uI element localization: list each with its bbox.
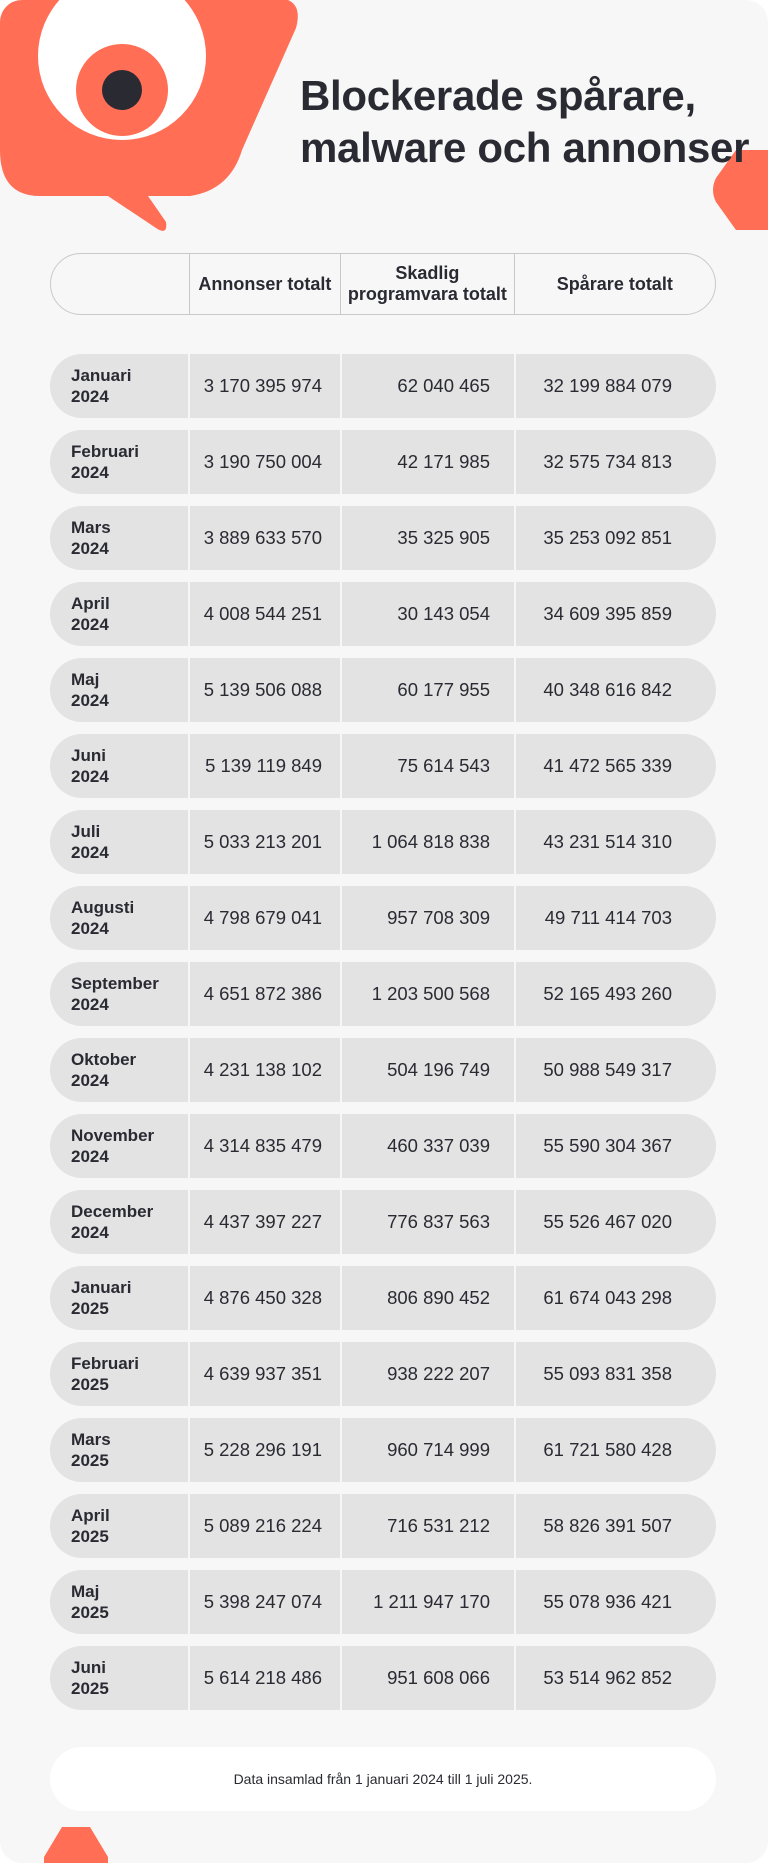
table-row bbox=[50, 1114, 716, 1178]
year-label: 2025 bbox=[71, 1603, 109, 1622]
malware-cell: 716 531 212 bbox=[340, 1494, 514, 1558]
month-cell bbox=[50, 1190, 188, 1254]
table-row bbox=[50, 1494, 716, 1558]
table-body bbox=[50, 354, 716, 1722]
month-label: Juli bbox=[71, 822, 101, 841]
malware-cell: 75 614 543 bbox=[340, 734, 514, 798]
header-trackers: Spårare totalt bbox=[514, 254, 715, 314]
table-row bbox=[50, 1646, 716, 1710]
trackers-cell: 58 826 391 507 bbox=[514, 1494, 716, 1558]
malware-cell: 776 837 563 bbox=[340, 1190, 514, 1254]
year-label: 2024 bbox=[71, 919, 109, 938]
ads-cell: 4 314 835 479 bbox=[188, 1114, 340, 1178]
month-cell bbox=[50, 354, 188, 418]
month-cell bbox=[50, 1266, 188, 1330]
year-label: 2024 bbox=[71, 1071, 109, 1090]
ads-cell: 5 089 216 224 bbox=[188, 1494, 340, 1558]
month-label: Augusti bbox=[71, 898, 135, 917]
trackers-cell: 50 988 549 317 bbox=[514, 1038, 716, 1102]
month-label: Oktober bbox=[71, 1050, 137, 1069]
table-row bbox=[50, 1342, 716, 1406]
table-row bbox=[50, 658, 716, 722]
title-line-2: malware och annonser bbox=[300, 124, 750, 171]
trackers-cell: 35 253 092 851 bbox=[514, 506, 716, 570]
year-label: 2024 bbox=[71, 615, 109, 634]
malware-cell: 960 714 999 bbox=[340, 1418, 514, 1482]
table-row bbox=[50, 506, 716, 570]
month-cell bbox=[50, 962, 188, 1026]
malware-cell: 30 143 054 bbox=[340, 582, 514, 646]
table-row bbox=[50, 1418, 716, 1482]
month-cell bbox=[50, 430, 188, 494]
month-cell bbox=[50, 1494, 188, 1558]
malware-cell: 938 222 207 bbox=[340, 1342, 514, 1406]
page-title bbox=[300, 70, 760, 174]
month-label: Januari bbox=[71, 366, 132, 385]
year-label: 2024 bbox=[71, 463, 109, 482]
month-label: Mars bbox=[71, 1430, 111, 1449]
table-row bbox=[50, 1190, 716, 1254]
table-row bbox=[50, 734, 716, 798]
month-cell bbox=[50, 810, 188, 874]
header-empty-cell bbox=[51, 254, 189, 314]
trackers-cell: 41 472 565 339 bbox=[514, 734, 716, 798]
trackers-cell: 49 711 414 703 bbox=[514, 886, 716, 950]
ads-cell: 5 614 218 486 bbox=[188, 1646, 340, 1710]
ads-cell: 5 139 119 849 bbox=[188, 734, 340, 798]
year-label: 2025 bbox=[71, 1527, 109, 1546]
trackers-cell: 40 348 616 842 bbox=[514, 658, 716, 722]
month-cell bbox=[50, 1418, 188, 1482]
month-label: December bbox=[71, 1202, 154, 1221]
table-row bbox=[50, 962, 716, 1026]
ads-cell: 3 190 750 004 bbox=[188, 430, 340, 494]
ads-cell: 5 033 213 201 bbox=[188, 810, 340, 874]
month-cell bbox=[50, 1342, 188, 1406]
month-cell bbox=[50, 1038, 188, 1102]
month-cell bbox=[50, 1646, 188, 1710]
table-row bbox=[50, 582, 716, 646]
speech-bubble-eye-icon bbox=[0, 0, 300, 240]
malware-cell: 35 325 905 bbox=[340, 506, 514, 570]
table-row bbox=[50, 354, 716, 418]
month-label: Februari bbox=[71, 1354, 140, 1373]
table-row bbox=[50, 1266, 716, 1330]
trackers-cell: 61 721 580 428 bbox=[514, 1418, 716, 1482]
trackers-cell: 55 526 467 020 bbox=[514, 1190, 716, 1254]
malware-cell: 1 064 818 838 bbox=[340, 810, 514, 874]
malware-cell: 951 608 066 bbox=[340, 1646, 514, 1710]
month-cell bbox=[50, 734, 188, 798]
trackers-cell: 32 575 734 813 bbox=[514, 430, 716, 494]
ads-cell: 3 889 633 570 bbox=[188, 506, 340, 570]
trackers-cell: 53 514 962 852 bbox=[514, 1646, 716, 1710]
month-cell bbox=[50, 658, 188, 722]
table-row bbox=[50, 886, 716, 950]
month-label: April bbox=[71, 1506, 110, 1525]
table-row bbox=[50, 1570, 716, 1634]
month-label: April bbox=[71, 594, 110, 613]
ads-cell: 5 398 247 074 bbox=[188, 1570, 340, 1634]
year-label: 2024 bbox=[71, 767, 109, 786]
trackers-cell: 52 165 493 260 bbox=[514, 962, 716, 1026]
ads-cell: 4 008 544 251 bbox=[188, 582, 340, 646]
table-row bbox=[50, 810, 716, 874]
month-cell bbox=[50, 886, 188, 950]
year-label: 2024 bbox=[71, 843, 109, 862]
month-label: November bbox=[71, 1126, 155, 1145]
malware-cell: 62 040 465 bbox=[340, 354, 514, 418]
trackers-cell: 43 231 514 310 bbox=[514, 810, 716, 874]
ads-cell: 4 651 872 386 bbox=[188, 962, 340, 1026]
malware-cell: 60 177 955 bbox=[340, 658, 514, 722]
malware-cell: 957 708 309 bbox=[340, 886, 514, 950]
month-cell bbox=[50, 1570, 188, 1634]
malware-cell: 806 890 452 bbox=[340, 1266, 514, 1330]
ads-cell: 4 639 937 351 bbox=[188, 1342, 340, 1406]
year-label: 2025 bbox=[71, 1451, 109, 1470]
table-header bbox=[50, 253, 716, 315]
month-label: Mars bbox=[71, 518, 111, 537]
malware-cell: 504 196 749 bbox=[340, 1038, 514, 1102]
title-line-1: Blockerade spårare, bbox=[300, 72, 696, 119]
trackers-cell: 61 674 043 298 bbox=[514, 1266, 716, 1330]
month-label: September bbox=[71, 974, 159, 993]
table-row bbox=[50, 430, 716, 494]
trackers-cell: 34 609 395 859 bbox=[514, 582, 716, 646]
ads-cell: 5 139 506 088 bbox=[188, 658, 340, 722]
malware-cell: 42 171 985 bbox=[340, 430, 514, 494]
month-label: Juni bbox=[71, 1658, 106, 1677]
year-label: 2024 bbox=[71, 1147, 109, 1166]
trackers-cell: 55 093 831 358 bbox=[514, 1342, 716, 1406]
month-label: Februari bbox=[71, 442, 140, 461]
malware-cell: 1 203 500 568 bbox=[340, 962, 514, 1026]
ads-cell: 4 231 138 102 bbox=[188, 1038, 340, 1102]
malware-cell: 1 211 947 170 bbox=[340, 1570, 514, 1634]
month-label: Maj bbox=[71, 670, 100, 689]
month-cell bbox=[50, 1114, 188, 1178]
ads-cell: 3 170 395 974 bbox=[188, 354, 340, 418]
year-label: 2025 bbox=[71, 1299, 109, 1318]
year-label: 2024 bbox=[71, 387, 109, 406]
year-label: 2024 bbox=[71, 995, 109, 1014]
month-label: Januari bbox=[71, 1278, 132, 1297]
ads-cell: 5 228 296 191 bbox=[188, 1418, 340, 1482]
hexagon-icon bbox=[44, 1827, 108, 1863]
trackers-cell: 55 078 936 421 bbox=[514, 1570, 716, 1634]
header-malware: Skadlig programvara totalt bbox=[340, 254, 513, 314]
year-label: 2025 bbox=[71, 1679, 109, 1698]
malware-cell: 460 337 039 bbox=[340, 1114, 514, 1178]
month-cell bbox=[50, 506, 188, 570]
ads-cell: 4 437 397 227 bbox=[188, 1190, 340, 1254]
table-row bbox=[50, 1038, 716, 1102]
trackers-cell: 55 590 304 367 bbox=[514, 1114, 716, 1178]
year-label: 2024 bbox=[71, 1223, 109, 1242]
year-label: 2025 bbox=[71, 1375, 109, 1394]
month-label: Juni bbox=[71, 746, 106, 765]
header-ads: Annonser totalt bbox=[189, 254, 341, 314]
ads-cell: 4 876 450 328 bbox=[188, 1266, 340, 1330]
month-cell bbox=[50, 582, 188, 646]
footer-note: Data insamlad från 1 januari 2024 till 1 juli 2025. bbox=[50, 1747, 716, 1811]
ads-cell: 4 798 679 041 bbox=[188, 886, 340, 950]
month-label: Maj bbox=[71, 1582, 100, 1601]
year-label: 2024 bbox=[71, 691, 109, 710]
trackers-cell: 32 199 884 079 bbox=[514, 354, 716, 418]
year-label: 2024 bbox=[71, 539, 109, 558]
